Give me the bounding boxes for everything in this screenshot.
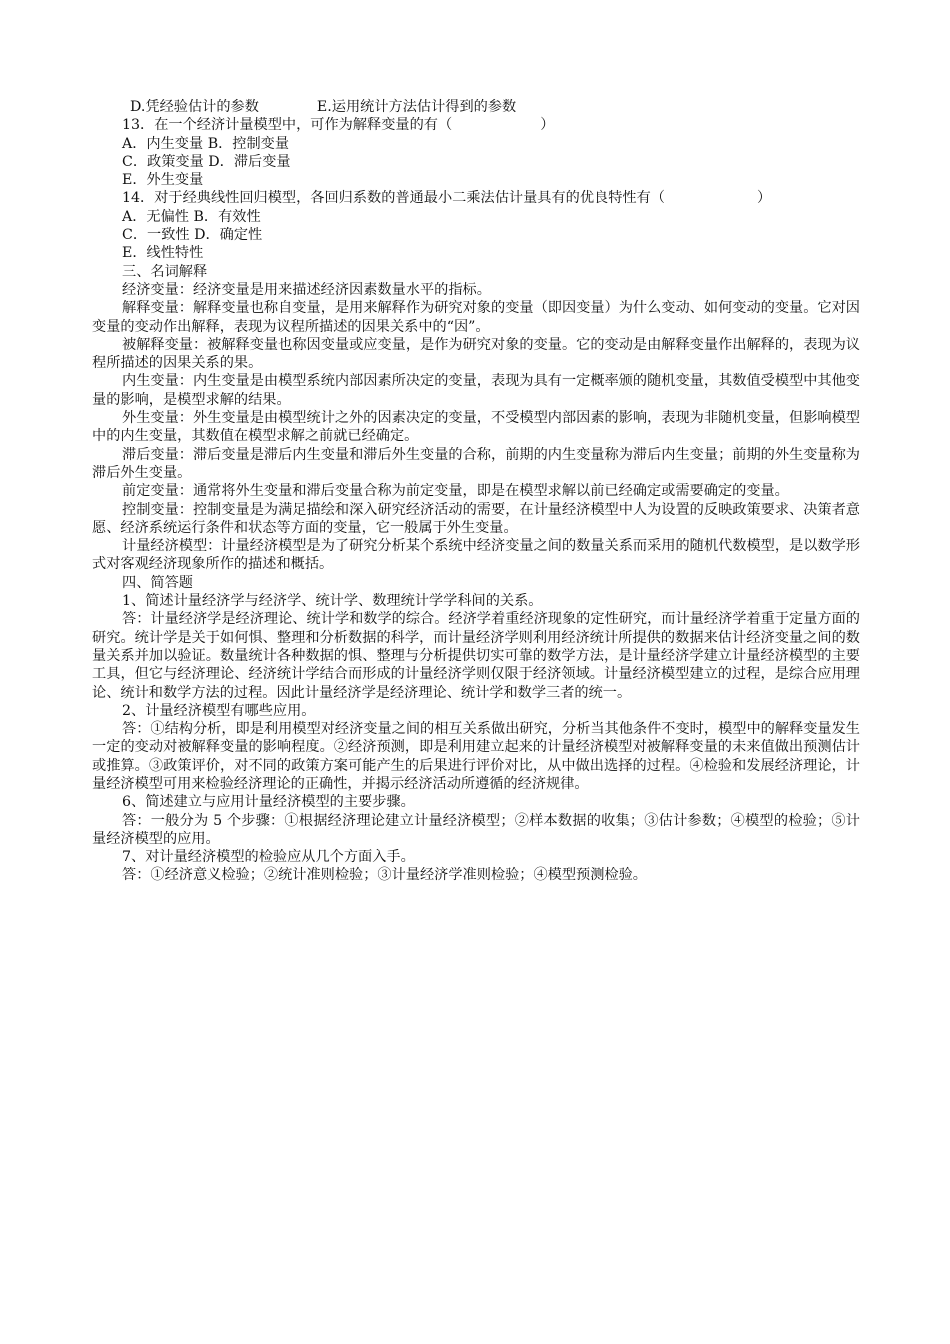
question-1: 1、简述计量经济学与经济学、统计学、数理统计学学科间的关系。 — [122, 593, 543, 610]
term-econometric-model: 计量经济模型：计量经济模型是为了研究分析某个系统中经济变量之间的数量关系而采用的随机代数模型，是以数学形式对客观经济现象所作的描述和概括。 — [92, 538, 860, 573]
q14-stem-line — [92, 189, 860, 207]
q13-close: ） — [540, 117, 555, 134]
term-predetermined-variable: 前定变量：通常将外生变量和滞后变量合称为前定变量，即是在模型求解以前已经确定或需要确定的变量。 — [122, 483, 789, 500]
term-economic-variable: 经济变量：经济变量是用来描述经济因素数量水平的指标。 — [122, 281, 491, 298]
answer-1: 答：计量经济学是经济理论、统计学和数学的综合。经济学着重经济现象的定性研究，而计量经济学着重于定量方面的研究。统计学是关于如何惧、整理和分析数据的科学，而计量经济学则利用经济统计所提供的数据来估计经济变量之间的数量关系并加以验证。数量统计各种数据的惧、整理与分析提供切实可靠的数学方法，是计量经济学建立计量经济模型的主要工具，但它与经济理论、经济统计学结合而形成的计量经济学则仅限于经济领域。计量经济模型建立的过程，是综合应用理论、统计和数学方法的过程。因此计量经济学是经济理论、统计学和数学三者的统一。 — [92, 611, 860, 701]
q13-stem: 13．在一个经济计量模型中，可作为解释变量的有（ — [122, 117, 453, 134]
q14-stem: 14．对于经典线性回归模型，各回归系数的普通最小二乘法估计量具有的优良特性有（ — [122, 190, 665, 207]
term-exogenous-variable: 外生变量：外生变量是由模型统计之外的因素决定的变量，不受模型内部因素的影响，表现为非随机变量，但影响模型中的内生变量，其数值在模型求解之前就已经确定。 — [92, 410, 860, 445]
answer-2: 答：①结构分析，即是利用模型对经济变量之间的相互关系做出研究，分析当其他条件不变时，模型中的解释变量发生一定的变动对被解释变量的影响程度。②经济预测，即是利用建立起来的计量经济模型对被解释变量的未来值做出预测估计或推算。③政策评价，对不同的政策方案可能产生的后果进行评价对比，从中做出选择的过程。④检验和发展经济理论，计量经济模型可用来检验经济理论的正确性，并揭示经济活动所遵循的经济规律。 — [92, 721, 860, 792]
section-3-heading: 三、名词解释 — [122, 263, 208, 280]
answer-6: 答：一般分为 5 个步骤：①根据经济理论建立计量经济模型；②样本数据的收集；③估计参数；④模型的检验；⑤计量经济模型的应用。 — [92, 812, 860, 847]
term-explained-variable: 被解释变量：被解释变量也称因变量或应变量，是作为研究对象的变量。它的变动是由解释变量作出解释的，表现为议程所描述的因果关系的果。 — [92, 336, 860, 372]
q14-close: ） — [757, 190, 772, 207]
q14-options-row2: C．一致性 D．确定性 — [122, 227, 263, 244]
term-explanatory-variable: 解释变量：解释变量也称自变量，是用来解释作为研究对象的变量（即因变量）为什么变动、如何变动的变量。它对因变量的变动作出解释，表现为议程所描述的因果关系中的“因”。 — [92, 300, 860, 335]
question-7: 7、对计量经济模型的检验应从几个方面入手。 — [122, 849, 415, 866]
q12-option-e: E.运用统计方法估计得到的参数 — [316, 99, 517, 115]
term-control-variable: 控制变量：控制变量是为满足描绘和深入研究经济活动的需要，在计量经济模型中人为设置的反映政策要求、决策者意愿、经济系统运行条件和状态等方面的变量，它一般属于外生变量。 — [92, 501, 860, 536]
q14-options-row1: A．无偏性 B．有效性 — [122, 208, 261, 225]
document-page — [92, 98, 860, 885]
q13-options-row1: A．内生变量 B．控制变量 — [122, 135, 290, 152]
q12-options-de — [92, 98, 860, 116]
q13-options-row2: C．政策变量 D．滞后变量 — [122, 153, 291, 170]
question-6: 6、简述建立与应用计量经济模型的主要步骤。 — [122, 794, 415, 811]
q13-stem-line — [92, 116, 860, 134]
section-4-heading: 四、简答题 — [122, 574, 193, 591]
question-2: 2、计量经济模型有哪些应用。 — [122, 702, 316, 719]
term-lagged-variable: 滞后变量：滞后变量是滞后内生变量和滞后外生变量的合称，前期的内生变量称为滞后内生变量；前期的外生变量称为滞后外生变量。 — [92, 446, 860, 481]
q13-options-row3: E．外生变量 — [122, 172, 204, 189]
q12-option-d: D.凭经验估计的参数 — [130, 99, 259, 115]
answer-7: 答：①经济意义检验；②统计准则检验；③计量经济学准则检验；④模型预测检验。 — [122, 867, 647, 884]
term-endogenous-variable: 内生变量：内生变量是由模型系统内部因素所决定的变量，表现为具有一定概率颁的随机变量，其数值受模型中其他变量的影响，是模型求解的结果。 — [92, 373, 860, 408]
q14-options-row3: E．线性特性 — [122, 245, 204, 262]
